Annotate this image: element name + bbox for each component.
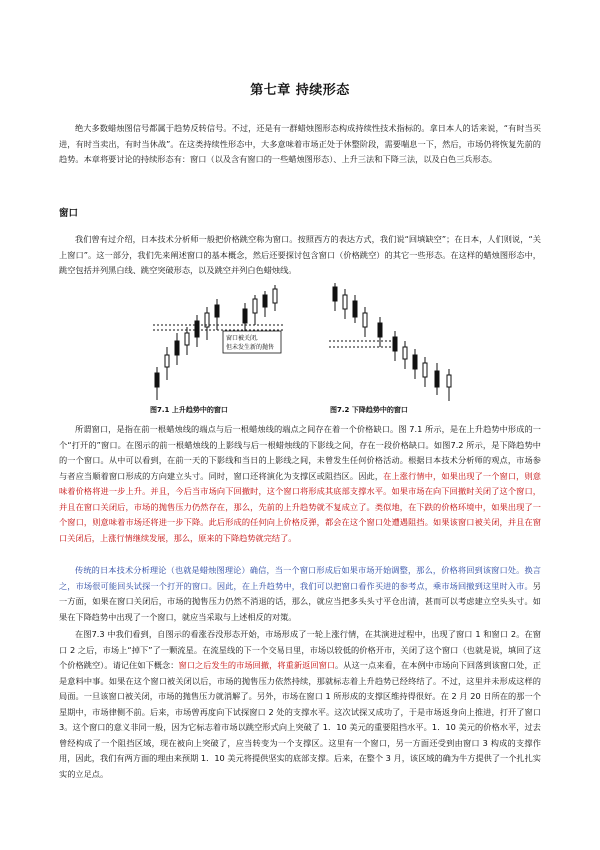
trading-rule-paragraph xyxy=(59,563,541,625)
intro-paragraph: 绝大多数蜡烛图信号都属于趋势反转信号。不过，还是有一群蜡烛图形态构成持续性技术指标的。拿日本人的话来说，“有时当买进，有时当卖出，有时当休战”。在这类持续性形态中，大多意味着市场正处于休整阶段，需要喘息一下，然后，市场仍将恢复先前的趋势。本章将要讨论的持续形态有：窗口（以及含有窗口的一些蜡烛图形态）、上升三法和下降三法，以及白色三兵形态。 xyxy=(59,123,541,164)
figure-7-1-annotation-2: 但未发生新的抛售 xyxy=(226,344,275,351)
paragraph-segment: 另一方面，如果在窗口关闭后，市场的抛售压力仍然不消退的话，那么，就应当把多头头寸平仓出清，甚而可以考虑建立空头头寸。如果在下降趋势中出现了一个窗口，就应当采取与上述相反的对策。 xyxy=(59,580,541,622)
figure-7-1-chart xyxy=(145,285,295,405)
paragraph-segment-highlight: 窗口之后发生的市场回撤，将重新返回窗口 xyxy=(178,660,336,670)
paragraph-segment: 所谓窗口，是指在前一根蜡烛线的端点与后一根蜡烛线的端点之间存在着一个价格缺口。图 7.1 所示，是在上升趋势中形成的一个“打开的”窗口。在图示的前一根蜡烛线的上影线与后一根蜡烛线的下影线之间，存在一段价格缺口。如图7.2 所示，是下降趋势中的一个窗口。从中可以看到，在前一天的下影线和当日的上影线之间，未曾发生任何价格活动。根据日本技术分析师的观点，市场参与者应当顺着窗口形成的方向建立头寸。同时，窗口还将演化为支撑区或阻挡区。因此， xyxy=(59,424,541,481)
window-intro-paragraph: 我们曾有过介绍，日本技术分析师一般把价格跳空称为窗口。按照西方的表达方式，我们说“回填缺空”；在日本，人们则说，“关上窗口”。这一部分，我们先来阐述窗口的基本概念，然后还要探讨包含窗口（价格跳空）的其它一些形态。在这样的蜡烛图形态中，跳空包括并列黑白线、跳空突破形态，以及跳空并列白色蜡烛线。 xyxy=(59,234,541,275)
paragraph-segment: 。从这一点来看，在本例中市场向下回落到该窗口处，正是意料中事。如果在这个窗口被关闭以后，市场的抛售压力依然持续，那就标志着上升趋势已经终结了。不过，这里并未形成这样的局面。一旦该窗口被关闭，市场的抛售压力就消解了。另外，市场在窗口 1 所形成的支撑区维持得很好。在 2 月 20 日所在的那一个星期中，市场律侧不前。后来，市场曾再度向下试探窗口 2 处的支撑水平。这次试探又成功了，于是市场返身向上推进，打开了窗口 3。这个窗口的意义非同一般，因为它标志着市场以跳空形式向上突破了 1．10 美元的重要阻挡水平。1．10 美元的价格水平，过去曾经构成了一个阻挡区域，现在被向上突破了，应当转变为一个支撑区。这里有一个窗口，另一方面还受到由窗口 3 构成的支撑作用，因此，我们有两方面的理由来预期 1．10 美元将提供坚实的底部支撑。后来，在整个 3 月，该区域的确为牛方提供了一个扎扎实实的立足点。 xyxy=(59,660,541,779)
figure-7-2-chart xyxy=(325,283,465,405)
figure-7-3-paragraph xyxy=(59,627,541,782)
figure-7-1-annotation-1: 窗口被关闭, xyxy=(226,335,258,342)
figure-7-1-caption: 图7.1 上升趋势中的窗口 xyxy=(150,406,228,414)
window-definition-paragraph xyxy=(59,422,541,546)
figure-7-2-caption: 图7.2 下降趋势中的窗口 xyxy=(330,406,408,414)
paragraph-segment-highlight: 在上涨行情中，如果出现了一个窗口，则意味着价格将进一步上升。并且，今后当市场向下回撤时，这个窗口将形成其底部支撑水平。如果市场在向下回撤时关闭了这个窗口，并且在窗口关闭后，市场的抛售压力仍然存在，那么，先前的上升趋势就不复成立了。类似地，在下跌的价格环境中，如果出现了一个窗口，则意味着市场还将进一步下降。此后形成的任何向上价格反弹，都会在这个窗口处遭遇阻挡。如果该窗口被关闭，并且在窗口关闭后，上涨行情继续发展，那么，原来的下降趋势就完结了。 xyxy=(59,470,541,543)
paragraph-segment-highlight: 传统的日本技术分析理论（也就是蜡烛图理论）确信，当一个窗口形成后如果市场开始调整，那么，价格将回到该窗口处。换言之，市场很可能回头试探一个打开的窗口。因此，在上升趋势中，我们可以把窗口看作买进的参考点，乘市场回撤到这里时入市。 xyxy=(59,565,541,591)
paragraph-segment: 在图7.3 中我们看到，自图示的看涨吞没形态开始，市场形成了一轮上涨行情，在其演进过程中，出现了窗口 1 和窗口 2。在窗口 2 之后，市场上“掉下”了一颗流星。在流星线的下一个交易日里，市场以较低的价格开市，关闭了这个窗口（也就是说，填回了这个价格跳空）。请记住如下概念： xyxy=(59,629,541,670)
chapter-title: 第七章 持续形态 xyxy=(250,83,350,98)
section-heading: 窗口 xyxy=(59,208,79,219)
